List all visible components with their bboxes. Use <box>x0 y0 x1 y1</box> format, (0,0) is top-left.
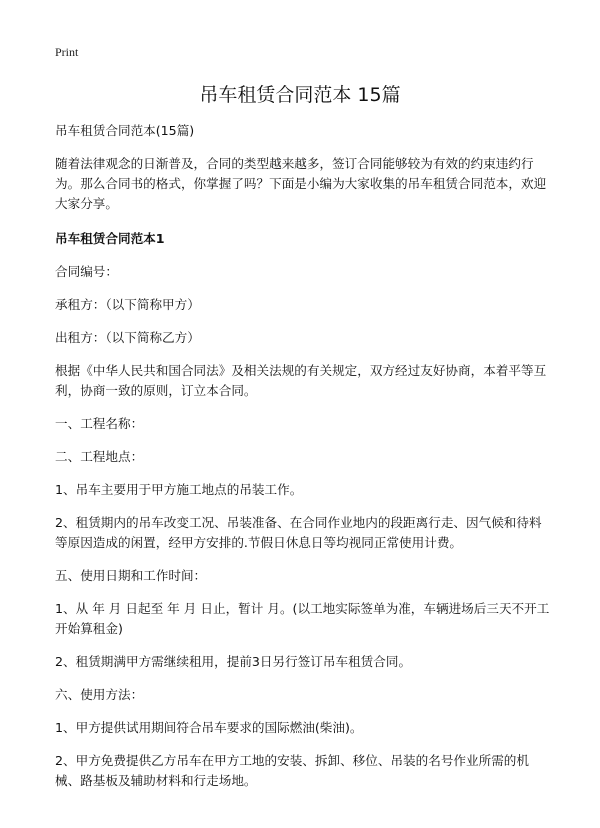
clause-2-1: 1、吊车主要用于甲方施工地点的吊装工作。 <box>55 482 303 497</box>
intro-paragraph: 随着法律观念的日渐普及，合同的类型越来越多，签订合同能够较为有效的约束违约行为。那么合同书的格式，你掌握了吗？下面是小编为大家收集的吊车租赁合同范本，欢迎大家分享。 <box>55 156 547 211</box>
lessor-line: 出租方：（以下简称乙方） <box>55 330 200 345</box>
basis-paragraph: 根据《中华人民共和国合同法》及相关法规的有关规定，双方经过友好协商，本着平等互利，协商一致的原则，订立本合同。 <box>55 363 547 398</box>
document-body <box>55 121 550 791</box>
clause-6-2: 2、甲方免费提供乙方吊车在甲方工地的安装、拆卸、移位、吊装的名号作业所需的机械、路基板及辅助材料和行走场地。 <box>55 753 529 788</box>
clause-5-1: 1、从 年 月 日起至 年 月 日止，暂计 月。(以工地实际签单为准，车辆进场后三天不开工开始算租金) <box>55 601 550 636</box>
contract-number: 合同编号： <box>55 264 118 279</box>
clause-5-2: 2、租赁期满甲方需继续租用，提前3日另行签订吊车租赁合同。 <box>55 654 412 669</box>
clause-6-1: 1、甲方提供试用期间符合吊车要求的国际燃油(柴油)。 <box>55 720 363 735</box>
document-title: 吊车租赁合同范本 15篇 <box>199 84 401 106</box>
document-subtitle: 吊车租赁合同范本(15篇) <box>55 123 195 138</box>
item-usage-method: 六、使用方法： <box>55 687 144 702</box>
lessee-line: 承租方：（以下简称甲方） <box>55 297 200 312</box>
item-usage-dates: 五、使用日期和工作时间： <box>55 568 207 583</box>
clause-2-2: 2、租赁期内的吊车改变工况、吊装准备、在合同作业地内的段距离行走、因气候和待料等原因造成的闲置，经甲方安排的.节假日休息日等均视同正常使用计费。 <box>55 515 542 550</box>
print-label: Print <box>55 45 79 59</box>
section-heading: 吊车租赁合同范本1 <box>55 231 165 246</box>
item-project-location: 二、工程地点： <box>55 449 144 464</box>
item-project-name: 一、工程名称： <box>55 416 144 431</box>
